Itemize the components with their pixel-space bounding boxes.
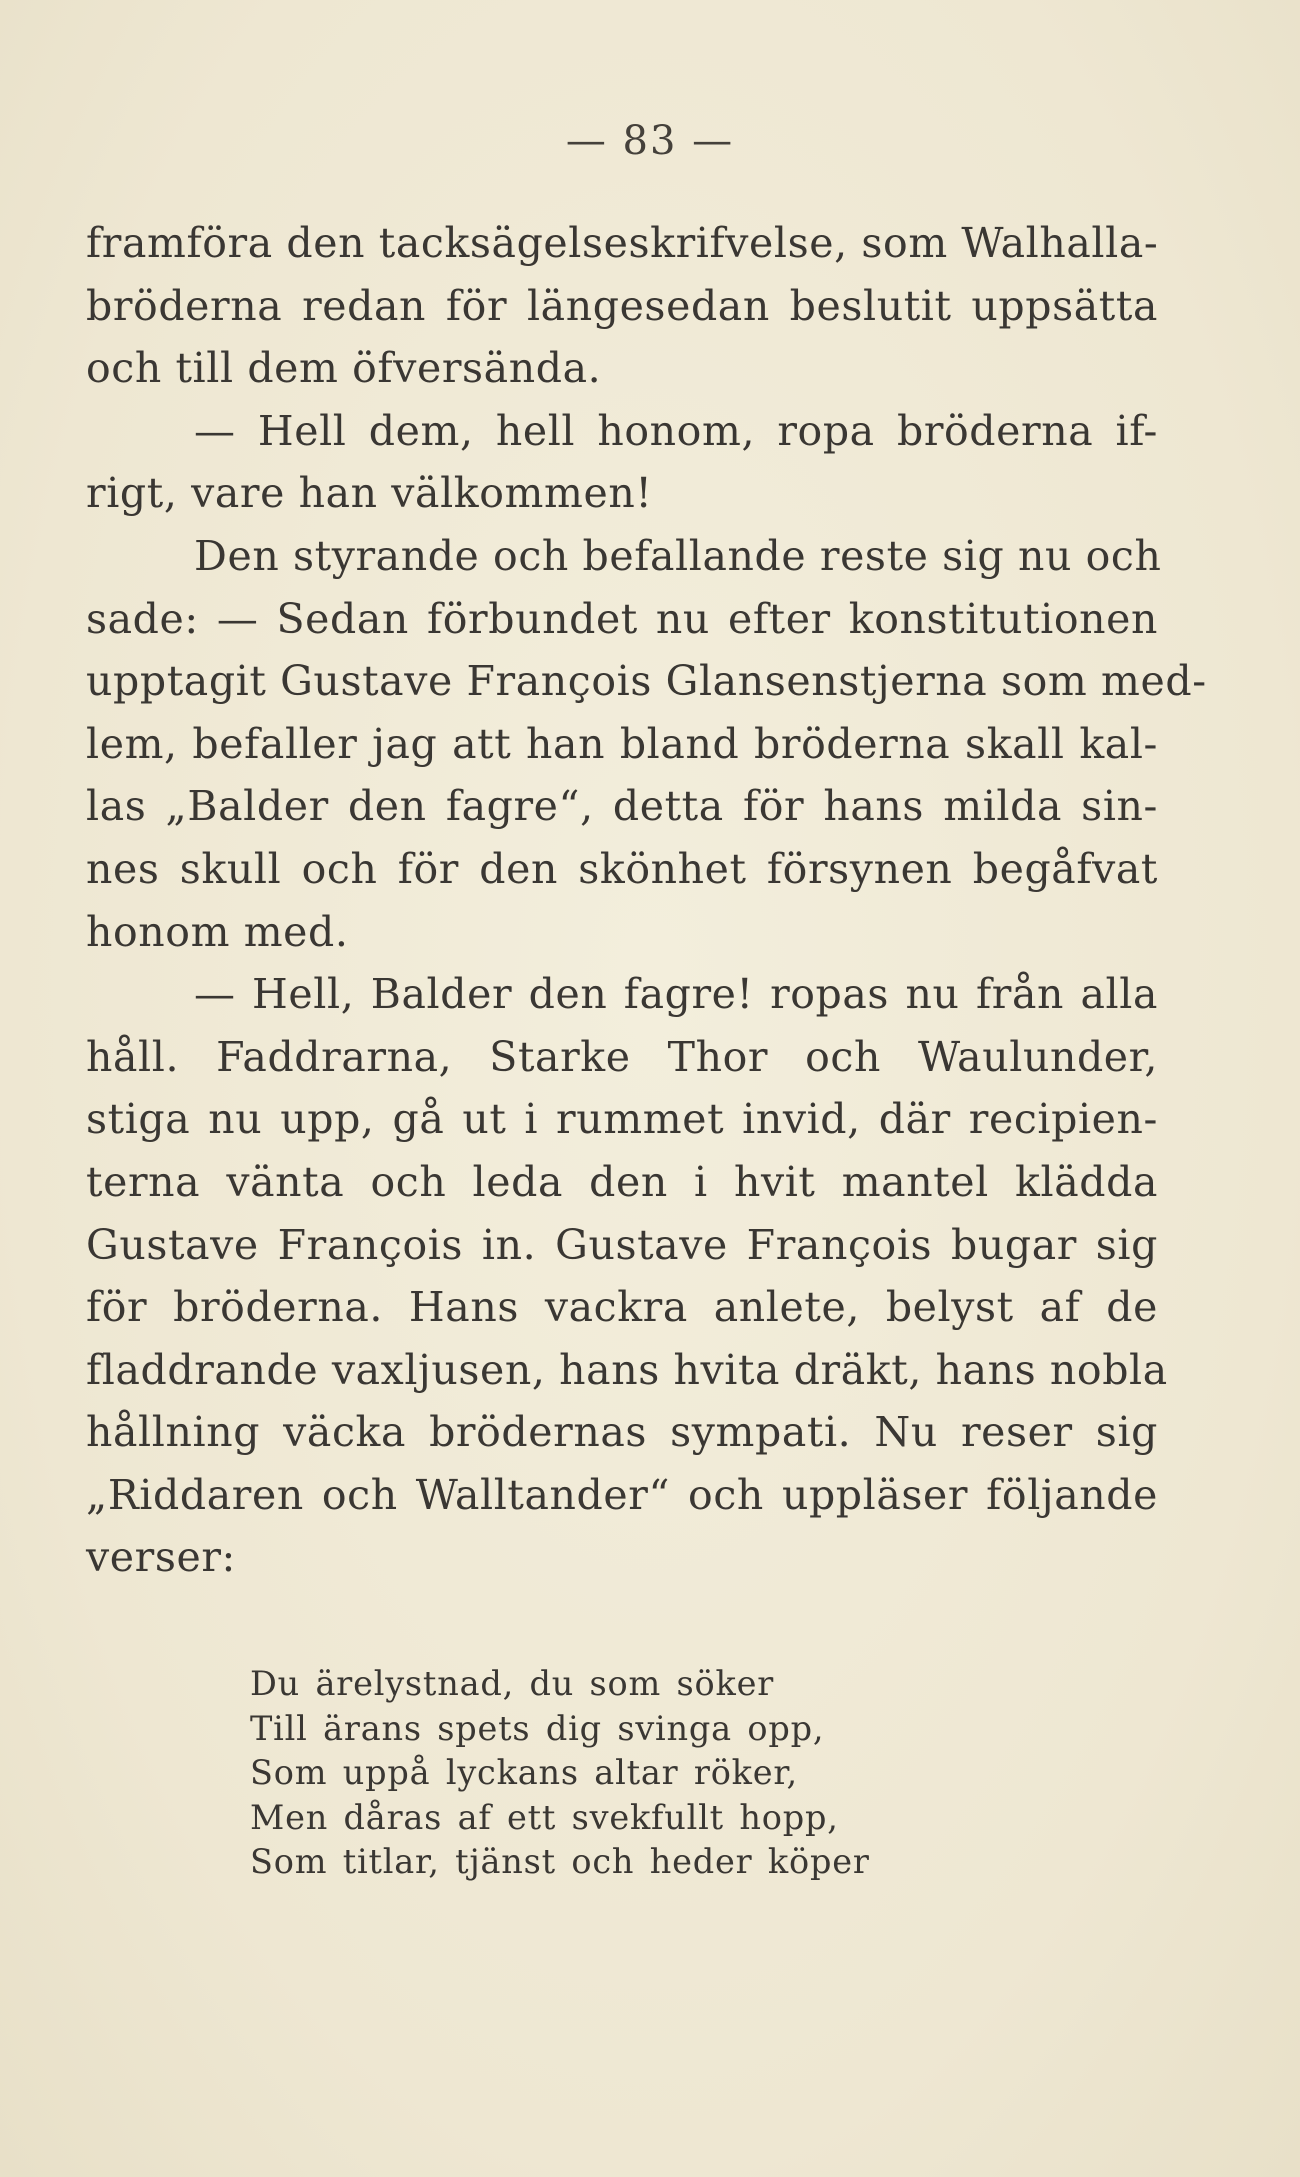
text-line: sade: — Sedan förbundet nu efter konstitutionen — [86, 594, 1158, 643]
poem-line: Till ärans spets dig svinga opp, — [250, 1708, 825, 1748]
poem-line: Som titlar, tjänst och heder köper — [250, 1842, 870, 1881]
text-line: upptagit Gustave François Glansenstjerna som med- — [86, 657, 1207, 706]
poem — [250, 1662, 870, 1885]
text-line: bröderna redan för längesedan beslutit uppsätta — [86, 281, 1158, 330]
page-number: — 83 — — [565, 118, 735, 164]
text-line: Den styrande och befallande reste sig nu och — [194, 531, 1162, 580]
text-line: Gustave François in. Gustave François bugar sig — [86, 1220, 1158, 1269]
text-line: nes skull och för den skönhet försynen begåfvat — [86, 844, 1158, 893]
poem-lines — [250, 1662, 870, 1885]
poem-line: Du ärelystnad, du som söker — [250, 1664, 775, 1703]
text-line: lem, befaller jag att han bland bröderna skall kal- — [86, 719, 1158, 768]
text-line: — Hell dem, hell honom, ropa bröderna if- — [194, 406, 1158, 455]
text-line: honom med. — [86, 907, 349, 956]
text-line: „Riddaren och Walltander“ och uppläser följande — [86, 1470, 1158, 1519]
poem-line: Men dåras af ett svekfullt hopp, — [250, 1797, 839, 1837]
prose-lines — [86, 212, 1207, 1589]
text-line: håll. Faddrarna, Starke Thor och Waulunder, — [86, 1032, 1158, 1081]
text-line: fladdrande vaxljusen, hans hvita dräkt, hans nobla — [86, 1345, 1168, 1394]
poem-line: Som uppå lyckans altar röker, — [250, 1753, 798, 1792]
text-line: för bröderna. Hans vackra anlete, belyst af de — [86, 1283, 1158, 1332]
text-line: stiga nu upp, gå ut i rummet invid, där recipien- — [86, 1095, 1158, 1144]
text-line: rigt, vare han välkommen! — [86, 469, 653, 518]
text-line: terna vänta och leda den i hvit mantel klädda — [86, 1157, 1158, 1206]
text-line: hållning väcka brödernas sympati. Nu reser sig — [86, 1408, 1158, 1457]
text-line: och till dem öfversända. — [86, 344, 602, 393]
text-line: verser: — [86, 1533, 236, 1582]
body-text — [86, 212, 1207, 1589]
text-line: framföra den tacksägelseskrifvelse, som Walhalla- — [86, 219, 1159, 267]
text-line: — Hell, Balder den fagre! ropas nu från alla — [194, 970, 1158, 1019]
text-line: las „Balder den fagre“, detta för hans milda sin- — [86, 782, 1158, 831]
